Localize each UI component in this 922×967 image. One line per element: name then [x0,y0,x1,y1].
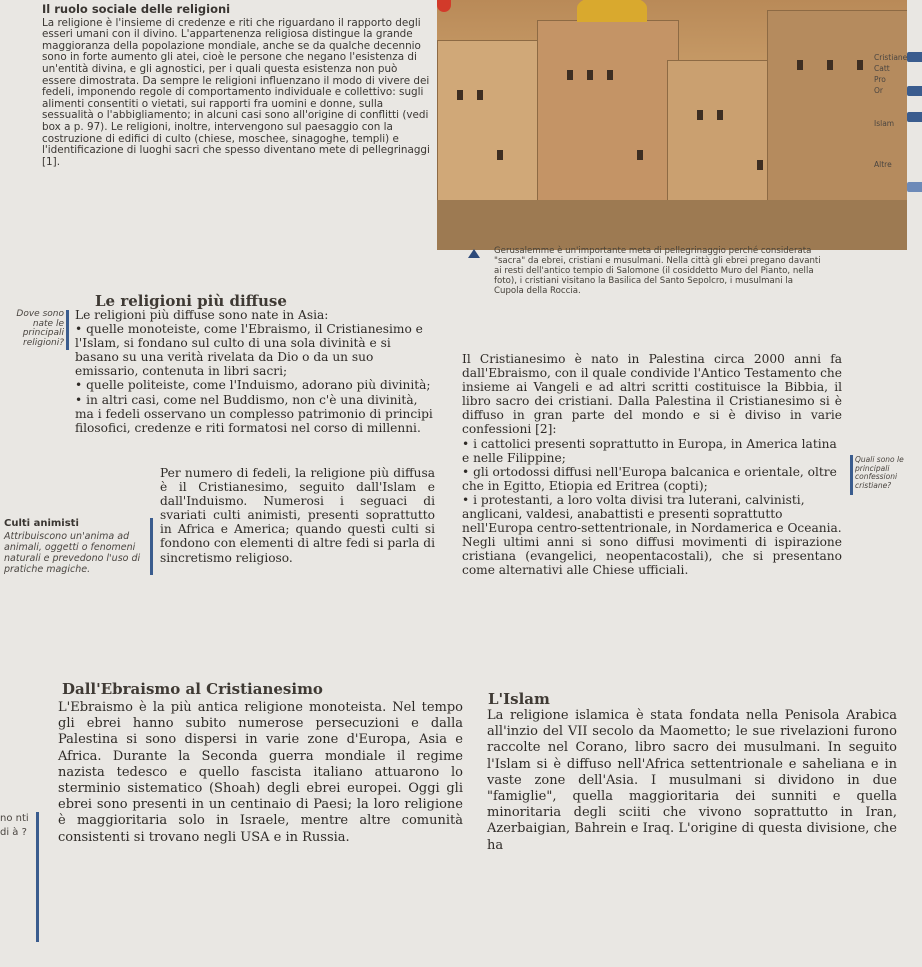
diffuse-column [75,308,435,435]
legend-cristiane: Cristiane [874,53,908,62]
crist-bullet-3: • i protestanti, a loro volta divisi tra luterani, calvinisti, anglicani, valdesi, anabattisti e presenti soprattutto nell'Europa centro-settentrionale, in Nordamerica e Oceania. [462,492,842,536]
animisti-box [0,518,153,575]
side-bar-1 [66,310,69,350]
intro-paragraph [42,4,434,168]
animisti-box-text: Attribuiscono un'anima ad animali, oggetti o fenomeni naturali e prevedono l'uso di pratiche magiche. [4,531,141,575]
legend-islam: Islam [874,119,895,128]
heading-ebraismo: Dall'Ebraismo al Cristianesimo [62,680,323,698]
photo-caption: Gerusalemme è un'importante meta di pellegrinaggio perché considerata "sacra" da ebrei, cristiani e musulmani. Nella città gli ebrei pregano davanti ai resti dell'antico tempio di Salomone (il cosiddetto Muro del Pianto, nella foto), i cristiani visitano la Basilica del Santo Sepolcro, i musulmani la Cupola della Roccia. [494,246,821,296]
legend-altre: Altre [874,160,892,169]
diffuse-bullet-1: • quelle monoteiste, come l'Ebraismo, il Cristianesimo e l'Islam, si fondano sul culto di una sola divinità e si basano su una verità rivelata da Dio o da un suo emissario, contenuta in libri sacri; [75,322,423,379]
crist-bullet-1: • i cattolici presenti soprattutto in Europa, in America latina e nelle Filippine; [462,436,837,465]
jerusalem-photo [437,0,907,250]
legend-tabs [874,52,920,170]
side-bar-3 [36,812,39,942]
cristianesimo-column [462,352,842,578]
diffuse-bullet-2: • quelle politeiste, come l'Induismo, adorano più divinità; [75,378,431,393]
crist-paragraph-1: Il Cristianesimo è nato in Palestina circa 2000 anni fa dall'Ebraismo, con il quale condivide l'Antico Testamento che insieme ai Vangeli e ad altri scritti costituisce la Bibbia, il libro sacro dei cristiani. Dalla Palestina il Cristianesimo si è diffuso in gran parte del mondo e si è diviso in varie confessioni [2]: [462,352,842,437]
crist-bullet-2: • gli ortodossi diffusi nell'Europa balcanica e orientale, oltre che in Egitto, Etiopia ed Eritrea (copti); [462,464,837,493]
intro-title: Il ruolo sociale delle religioni [42,2,231,16]
legend-catt: Catt [874,64,890,73]
heading-islam: L'Islam [488,690,550,708]
crist-paragraph-2: Negli ultimi anni si sono diffusi movimenti di ispirazione cristiana (evangelici, neopentacostali), che si presentano come alternativi alle Chiese ufficiali. [462,535,842,578]
heading-diffuse: Le religioni più diffuse [95,292,287,310]
diffuse-intro: Le religioni più diffuse sono nate in Asia: [75,308,329,322]
side-bar-2 [850,455,853,495]
legend-or: Or [874,86,883,95]
side-question-1: Dove sono nate le principali religioni? [16,309,64,348]
side-question-2: Quali sono le principali confessioni cristiane? [855,455,904,490]
diffuse-bullet-3: • in altri casi, come nel Buddismo, non c'è una divinità, ma i fedeli osservano un complesso patrimonio di principi filosofici, credenze e riti formatosi nel corso di millenni. [75,392,433,435]
animisti-box-title: Culti animisti [4,518,79,529]
caption-arrow-icon [468,249,480,258]
diffuse-paragraph-2: Per numero di fedeli, la religione più diffusa è il Cristianesimo, seguito dall'Islam e dall'Induismo. Numerosi i seguaci di svariati culti animisti, presenti soprattutto in Africa e America; quando questi culti si fondono con elementi di altre fedi si parla di sincretismo religioso. [160,466,435,565]
islam-text: La religione islamica è stata fondata nella Penisola Arabica all'inzio del VII secolo da Maometto; le sue rivelazioni furono raccolte nel Corano, libro sacro dei musulmani. In seguito l'Islam si è diffuso nell'Africa settentrionale e saheliana e in vaste zone dell'Asia. I musulmani si dividono in due "famiglie", quella maggioritaria dei sunniti e quella minoritaria degli sciiti che vivono soprattutto in Iran, Azerbaigian, Bahrein e Iraq. L'origine di questa divisione, che ha [487,708,897,853]
intro-text: La religione è l'insieme di credenze e riti che riguardano il rapporto degli esseri umani con il divino. L'appartenenza religiosa distingue la grande maggioranza della popolazione mondiale, anche se da qualche decennio sono in forte aumento gli atei, cioè le persone che negano l'esistenza di un'entità divina, e gli agnostici, per i quali questa esistenza non può essere dimostrata. Da sempre le religioni influenzano il modo di vivere dei fedeli, imponendo regole di comportamento individuale e collettivo: sugli alimenti consentiti o vietati, sui rapporti fra uomini e donne, sulla sessualità o l'abbigliamento; in alcuni casi sono all'origine di conflitti (vedi box a p. 97). Le religioni, inoltre, intervengono sul paesaggio con la costruzione di edifici di culto (chiese, moschee, sinagoghe, templi) e l'identificazione di luoghi sacri che spesso diventano mete di pellegrinaggi [1]. [42,16,430,168]
tab-icon-4 [907,182,922,192]
legend-pro: Pro [874,75,886,84]
left-edge-fragments: no nti di à ? [0,813,29,838]
ebraismo-text: L'Ebraismo è la più antica religione monoteista. Nel tempo gli ebrei hanno subito numerose persecuzioni e dalla Palestina si sono dispersi in varie zone d'Europa, Asia e Africa. Durante la Seconda guerra mondiale il regime nazista tedesco e quello fascista italiano attuarono lo sterminio sistematico (Shoah) degli ebrei europei. Oggi gli ebrei sono presenti in un centinaio di Paesi; la loro religione è maggioritaria solo in Israele, mentre altre comunità consistenti si trovano negli USA e in Russia. [58,700,463,845]
